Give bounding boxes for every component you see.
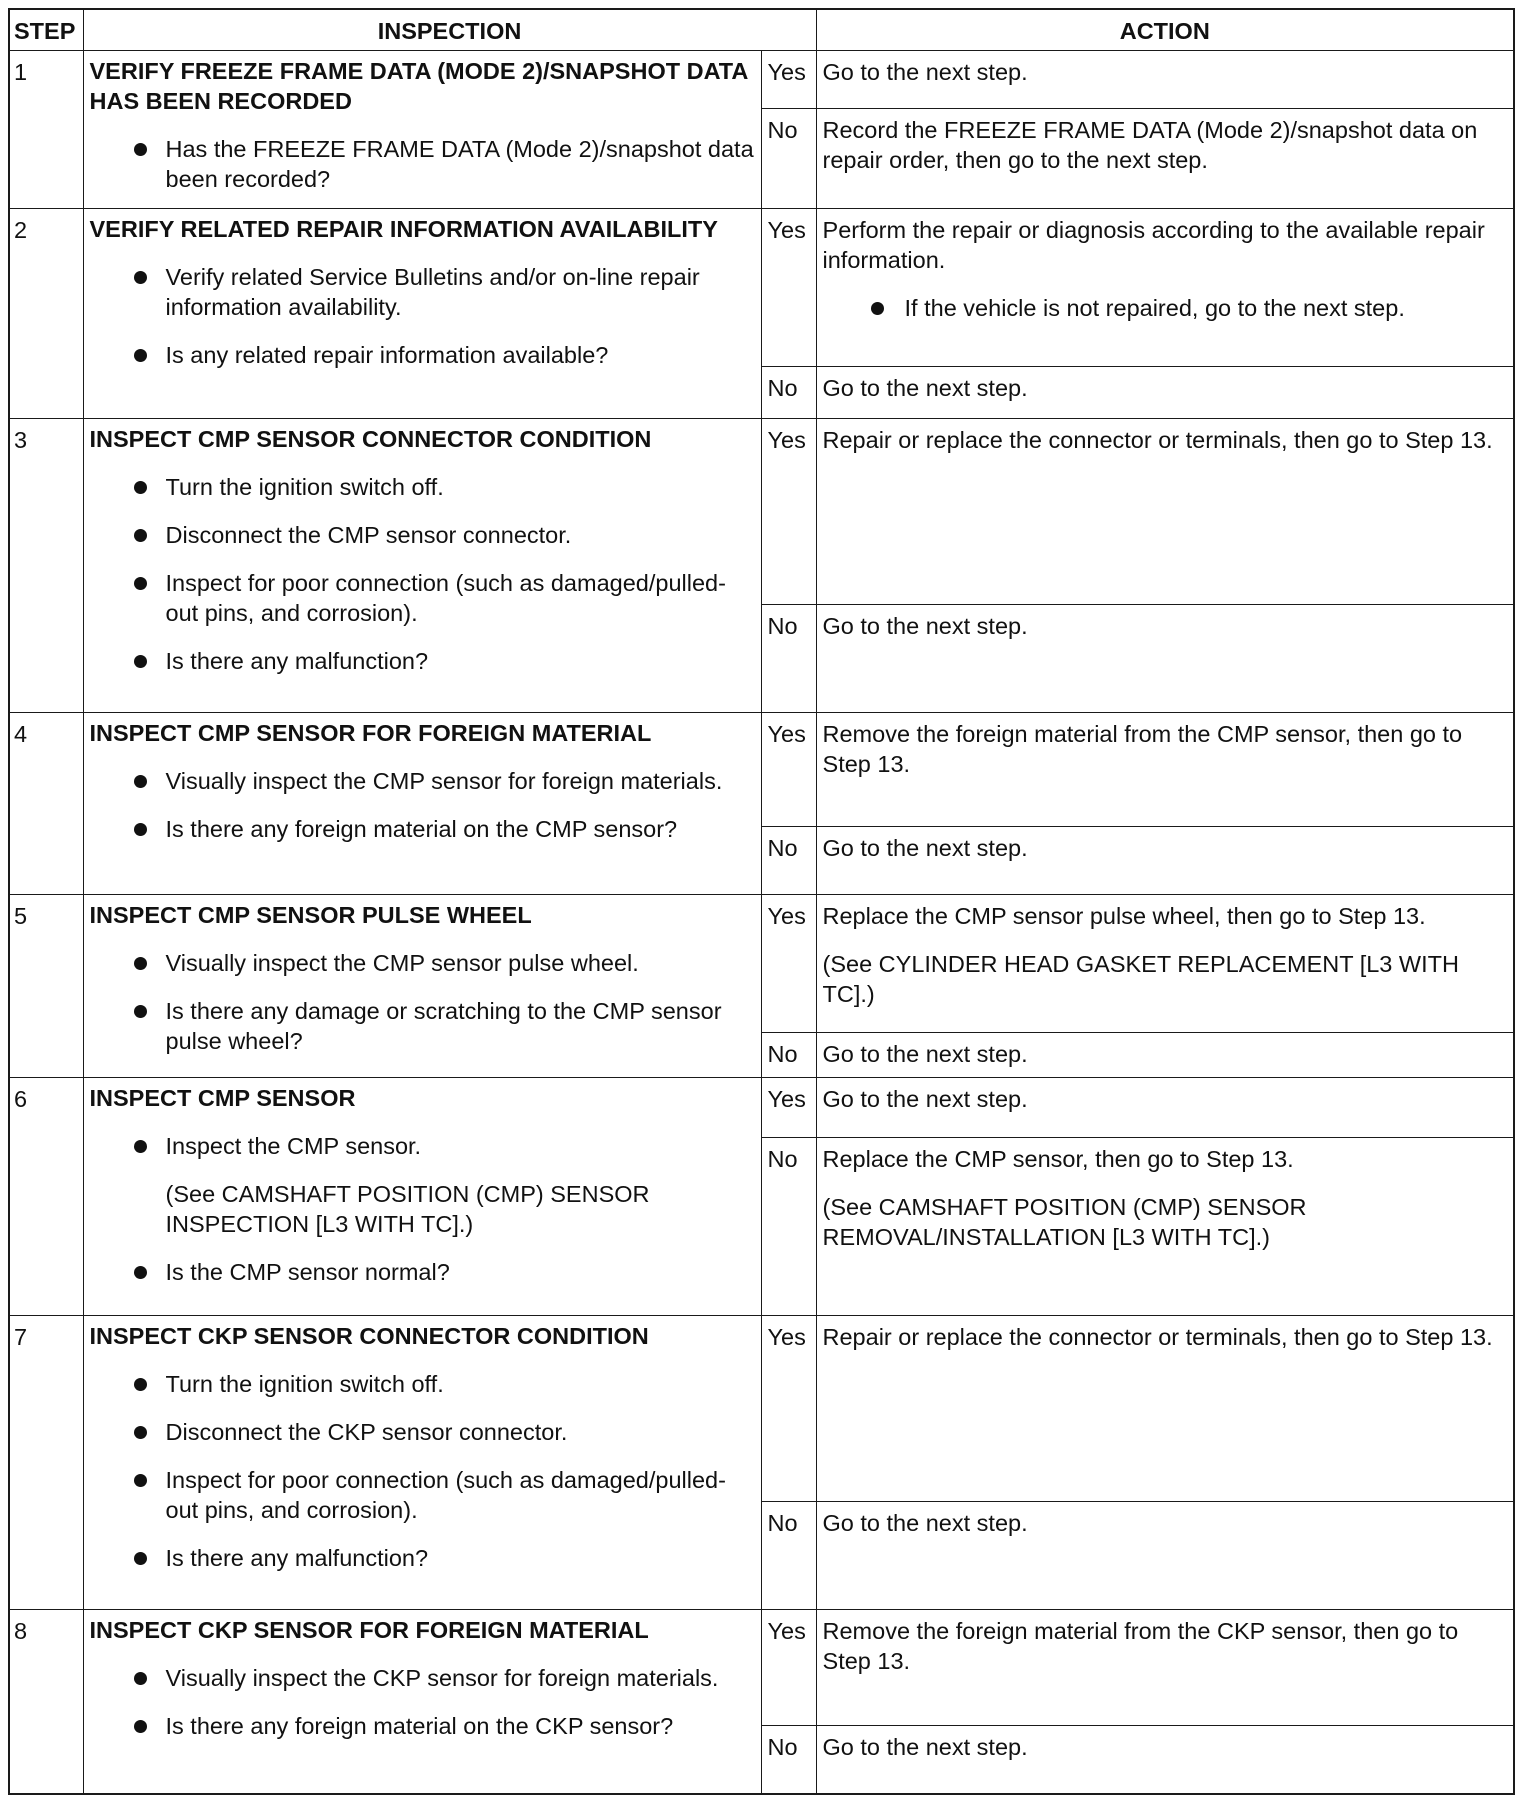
inspection-bullet bbox=[90, 1131, 755, 1161]
bullet-dot-icon bbox=[134, 1552, 147, 1565]
action-text: Replace the CMP sensor, then go to Step 13. bbox=[822, 1146, 1294, 1172]
inspection-bullet bbox=[90, 520, 755, 550]
action-text: Go to the next step. bbox=[822, 1086, 1028, 1112]
inspection-cell bbox=[83, 1078, 761, 1316]
bullet-text: Turn the ignition switch off. bbox=[165, 474, 444, 500]
bullet-dot-icon bbox=[134, 529, 147, 542]
bullet-dot-icon bbox=[134, 271, 147, 284]
action-text: Go to the next step. bbox=[822, 1734, 1028, 1760]
bullet-dot-icon bbox=[134, 1266, 147, 1279]
action-text: Repair or replace the connector or terminals, then go to Step 13. bbox=[822, 1324, 1493, 1350]
inspection-cell bbox=[83, 51, 761, 209]
inspection-title: VERIFY RELATED REPAIR INFORMATION AVAILABILITY bbox=[89, 216, 718, 242]
no-action-cell bbox=[816, 1033, 1514, 1078]
inspection-bullet bbox=[90, 262, 755, 322]
inspection-bullet bbox=[90, 1711, 755, 1741]
inspection-title: INSPECT CKP SENSOR CONNECTOR CONDITION bbox=[89, 1323, 649, 1349]
no-label: No bbox=[761, 1138, 816, 1316]
yes-label: Yes bbox=[761, 209, 816, 367]
step-row bbox=[9, 1316, 1514, 1502]
bullet-dot-icon bbox=[134, 481, 147, 494]
header-inspection: INSPECTION bbox=[83, 9, 816, 51]
yes-label: Yes bbox=[761, 1610, 816, 1726]
step-row bbox=[9, 895, 1514, 1033]
inspection-title: INSPECT CKP SENSOR FOR FOREIGN MATERIAL bbox=[89, 1617, 649, 1643]
step-number: 3 bbox=[9, 419, 83, 713]
yes-action-cell bbox=[816, 1610, 1514, 1726]
inspection-title: VERIFY FREEZE FRAME DATA (MODE 2)/SNAPSHOT DATA HAS BEEN RECORDED bbox=[89, 58, 748, 114]
action-text: Go to the next step. bbox=[822, 1041, 1028, 1067]
step-number: 6 bbox=[9, 1078, 83, 1316]
action-text: Record the FREEZE FRAME DATA (Mode 2)/snapshot data on repair order, then go to the next step. bbox=[822, 117, 1478, 173]
bullet-dot-icon bbox=[134, 775, 147, 788]
inspection-title: INSPECT CMP SENSOR FOR FOREIGN MATERIAL bbox=[89, 720, 652, 746]
inspection-bullet bbox=[90, 996, 755, 1056]
action-text: Replace the CMP sensor pulse wheel, then go to Step 13. bbox=[822, 903, 1426, 929]
bullet-text: Visually inspect the CMP sensor pulse wheel. bbox=[165, 950, 639, 976]
inspection-bullet bbox=[90, 1369, 755, 1399]
inspection-bullet bbox=[90, 340, 755, 370]
inspection-bullet bbox=[90, 134, 755, 194]
yes-action-cell bbox=[816, 209, 1514, 367]
inspection-bullet bbox=[90, 1465, 755, 1525]
inspection-bullet bbox=[90, 766, 755, 796]
action-text: Perform the repair or diagnosis according to the available repair information. bbox=[822, 217, 1485, 273]
yes-label: Yes bbox=[761, 713, 816, 827]
step-number: 8 bbox=[9, 1610, 83, 1794]
inspection-title: INSPECT CMP SENSOR bbox=[89, 1085, 356, 1111]
bullet-text: Visually inspect the CMP sensor for foreign materials. bbox=[165, 768, 723, 794]
step-number: 4 bbox=[9, 713, 83, 895]
bullet-text: Inspect for poor connection (such as damaged/pulled-out pins, and corrosion). bbox=[165, 1467, 726, 1523]
diagnostic-table bbox=[8, 8, 1515, 1795]
action-text: (See CYLINDER HEAD GASKET REPLACEMENT [L3 WITH TC].) bbox=[822, 951, 1459, 1007]
step-row bbox=[9, 209, 1514, 367]
yes-action-cell bbox=[816, 1078, 1514, 1138]
bullet-dot-icon bbox=[134, 1426, 147, 1439]
no-action-cell bbox=[816, 1138, 1514, 1316]
bullet-text: Is there any malfunction? bbox=[165, 1545, 429, 1571]
inspection-cell bbox=[83, 1316, 761, 1610]
yes-action-cell bbox=[816, 713, 1514, 827]
bullet-dot-icon bbox=[134, 957, 147, 970]
step-number: 7 bbox=[9, 1316, 83, 1610]
bullet-dot-icon bbox=[134, 1474, 147, 1487]
no-action-cell bbox=[816, 1726, 1514, 1794]
step-number: 5 bbox=[9, 895, 83, 1078]
no-label: No bbox=[761, 605, 816, 713]
action-text: Go to the next step. bbox=[822, 59, 1028, 85]
bullet-text: Inspect for poor connection (such as damaged/pulled-out pins, and corrosion). bbox=[165, 570, 726, 626]
bullet-dot-icon bbox=[134, 143, 147, 156]
action-text: Remove the foreign material from the CKP sensor, then go to Step 13. bbox=[822, 1618, 1459, 1674]
bullet-text: Is there any damage or scratching to the CMP sensor pulse wheel? bbox=[165, 998, 722, 1054]
bullet-text: Has the FREEZE FRAME DATA (Mode 2)/snapshot data been recorded? bbox=[165, 136, 754, 192]
action-bullet bbox=[823, 293, 1506, 323]
inspection-bullet bbox=[90, 646, 755, 676]
header-action: ACTION bbox=[816, 9, 1514, 51]
inspection-bullet bbox=[90, 948, 755, 978]
inspection-bullet bbox=[90, 1417, 755, 1447]
yes-label: Yes bbox=[761, 895, 816, 1033]
inspection-cell bbox=[83, 209, 761, 419]
step-row bbox=[9, 1078, 1514, 1138]
inspection-bullet bbox=[90, 814, 755, 844]
bullet-dot-icon bbox=[134, 823, 147, 836]
bullet-text: Verify related Service Bulletins and/or on-line repair information availability. bbox=[165, 264, 700, 320]
bullet-dot-icon bbox=[134, 1005, 147, 1018]
bullet-text: Is the CMP sensor normal? bbox=[165, 1259, 450, 1285]
table-header-row bbox=[9, 9, 1514, 51]
inspection-bullet bbox=[90, 1543, 755, 1573]
yes-action-cell bbox=[816, 419, 1514, 605]
inspection-bullet bbox=[90, 568, 755, 628]
bullet-text: Inspect the CMP sensor. bbox=[165, 1133, 422, 1159]
no-label: No bbox=[761, 1726, 816, 1794]
step-number: 2 bbox=[9, 209, 83, 419]
inspection-bullet bbox=[90, 472, 755, 502]
bullet-text: Is there any malfunction? bbox=[165, 648, 429, 674]
bullet-dot-icon bbox=[134, 349, 147, 362]
yes-action-cell bbox=[816, 51, 1514, 109]
bullet-dot-icon bbox=[134, 1720, 147, 1733]
bullet-text: If the vehicle is not repaired, go to the next step. bbox=[904, 295, 1405, 321]
step-row bbox=[9, 1610, 1514, 1726]
bullet-text: Is any related repair information available? bbox=[165, 342, 609, 368]
inspection-cell bbox=[83, 895, 761, 1078]
action-text: Go to the next step. bbox=[822, 835, 1028, 861]
inspection-note: (See CAMSHAFT POSITION (CMP) SENSOR INSPECTION [L3 WITH TC].) bbox=[165, 1181, 650, 1237]
no-action-cell bbox=[816, 109, 1514, 209]
bullet-text: Disconnect the CKP sensor connector. bbox=[165, 1419, 568, 1445]
no-action-cell bbox=[816, 827, 1514, 895]
bullet-text: Is there any foreign material on the CKP sensor? bbox=[165, 1713, 674, 1739]
step-row bbox=[9, 51, 1514, 109]
action-text: Remove the foreign material from the CMP sensor, then go to Step 13. bbox=[822, 721, 1463, 777]
table-body bbox=[9, 51, 1514, 1794]
bullet-dot-icon bbox=[134, 1140, 147, 1153]
bullet-dot-icon bbox=[134, 577, 147, 590]
action-text: Repair or replace the connector or terminals, then go to Step 13. bbox=[822, 427, 1493, 453]
bullet-dot-icon bbox=[134, 1672, 147, 1685]
inspection-bullet bbox=[90, 1663, 755, 1693]
no-label: No bbox=[761, 827, 816, 895]
header-step: STEP bbox=[9, 9, 83, 51]
bullet-text: Disconnect the CMP sensor connector. bbox=[165, 522, 572, 548]
yes-label: Yes bbox=[761, 1078, 816, 1138]
bullet-text: Visually inspect the CKP sensor for foreign materials. bbox=[165, 1665, 719, 1691]
no-action-cell bbox=[816, 605, 1514, 713]
inspection-cell bbox=[83, 1610, 761, 1794]
bullet-dot-icon bbox=[134, 1378, 147, 1391]
action-text: Go to the next step. bbox=[822, 1510, 1028, 1536]
step-row bbox=[9, 713, 1514, 827]
no-label: No bbox=[761, 1502, 816, 1610]
step-row bbox=[9, 419, 1514, 605]
action-text: Go to the next step. bbox=[822, 375, 1028, 401]
no-action-cell bbox=[816, 1502, 1514, 1610]
yes-action-cell bbox=[816, 1316, 1514, 1502]
bullet-dot-icon bbox=[871, 302, 884, 315]
step-number: 1 bbox=[9, 51, 83, 209]
bullet-dot-icon bbox=[134, 655, 147, 668]
inspection-title: INSPECT CMP SENSOR CONNECTOR CONDITION bbox=[89, 426, 652, 452]
no-label: No bbox=[761, 1033, 816, 1078]
diagnostic-procedure-sheet bbox=[8, 8, 1513, 1795]
no-label: No bbox=[761, 367, 816, 419]
inspection-bullet bbox=[90, 1257, 755, 1287]
bullet-text: Turn the ignition switch off. bbox=[165, 1371, 444, 1397]
yes-label: Yes bbox=[761, 1316, 816, 1502]
inspection-cell bbox=[83, 419, 761, 713]
yes-label: Yes bbox=[761, 51, 816, 109]
action-text: (See CAMSHAFT POSITION (CMP) SENSOR REMOVAL/INSTALLATION [L3 WITH TC].) bbox=[822, 1194, 1307, 1250]
no-label: No bbox=[761, 109, 816, 209]
bullet-text: Is there any foreign material on the CMP sensor? bbox=[165, 816, 678, 842]
inspection-title: INSPECT CMP SENSOR PULSE WHEEL bbox=[89, 902, 532, 928]
yes-action-cell bbox=[816, 895, 1514, 1033]
inspection-cell bbox=[83, 713, 761, 895]
no-action-cell bbox=[816, 367, 1514, 419]
action-text: Go to the next step. bbox=[822, 613, 1028, 639]
yes-label: Yes bbox=[761, 419, 816, 605]
